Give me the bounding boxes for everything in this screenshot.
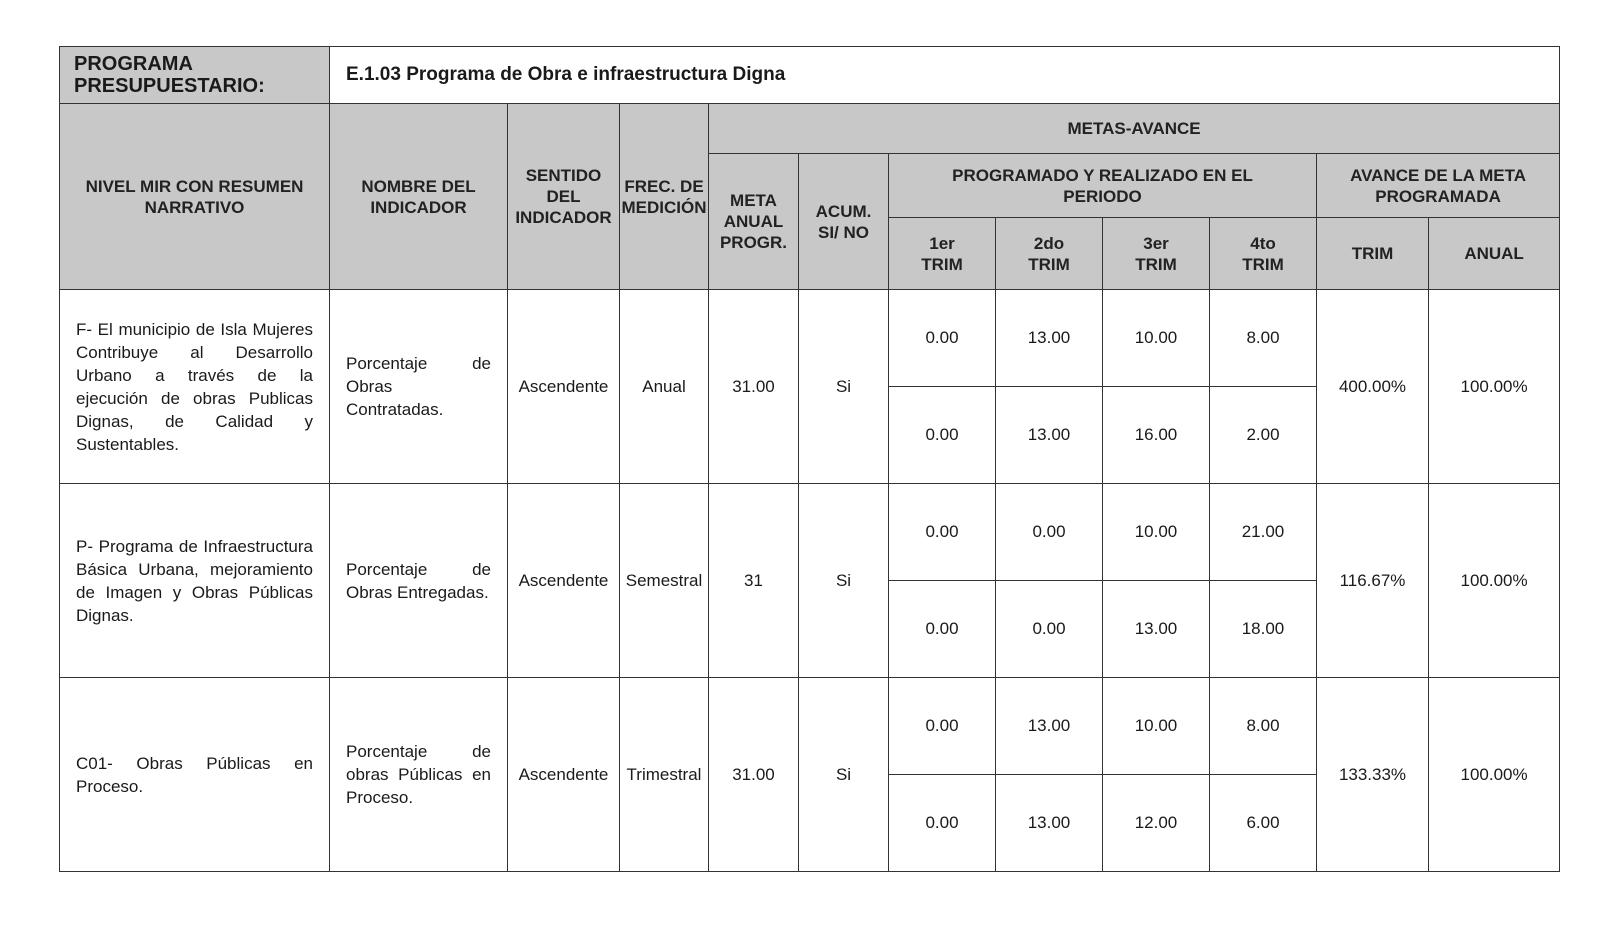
nombre-cell: Porcentaje de obras Públicas en Proceso. bbox=[330, 678, 508, 872]
acum-cell: Si bbox=[799, 678, 889, 872]
header-row-1 bbox=[60, 104, 1560, 154]
programado-trim2: 13.00 bbox=[996, 678, 1103, 775]
sentido-cell: Ascendente bbox=[508, 290, 620, 484]
header-trim: TRIM bbox=[1317, 218, 1429, 290]
realizado-trim3: 12.00 bbox=[1103, 775, 1210, 872]
acum-cell: Si bbox=[799, 290, 889, 484]
frec-cell: Anual bbox=[620, 290, 709, 484]
header-nivel: NIVEL MIR CON RESUMEN NARRATIVO bbox=[60, 104, 330, 290]
nivel-cell: P- Programa de Infraestructura Básica Urbana, mejoramiento de Imagen y Obras Públicas Dignas. bbox=[60, 484, 330, 678]
programado-trim1: 0.00 bbox=[889, 484, 996, 581]
realizado-trim3: 16.00 bbox=[1103, 387, 1210, 484]
programa-row bbox=[60, 47, 1560, 104]
realizado-trim2: 0.00 bbox=[996, 581, 1103, 678]
avance-trim: 116.67% bbox=[1317, 484, 1429, 678]
programado-trim3: 10.00 bbox=[1103, 484, 1210, 581]
programado-trim3: 10.00 bbox=[1103, 290, 1210, 387]
table-row bbox=[60, 678, 1560, 775]
avance-trim: 400.00% bbox=[1317, 290, 1429, 484]
nivel-cell: F- El municipio de Isla Mujeres Contribuye al Desarrollo Urbano a través de la ejecución de obras Publicas Dignas, de Calidad y Sustentables. bbox=[60, 290, 330, 484]
nombre-cell: Porcentaje de Obras Contratadas. bbox=[330, 290, 508, 484]
realizado-trim4: 2.00 bbox=[1210, 387, 1317, 484]
programado-trim4: 8.00 bbox=[1210, 678, 1317, 775]
meta-cell: 31 bbox=[709, 484, 799, 678]
header-anual: ANUAL bbox=[1429, 218, 1560, 290]
header-sentido: SENTIDO DEL INDICADOR bbox=[508, 104, 620, 290]
header-acum: ACUM. SI/ NO bbox=[799, 154, 889, 290]
realizado-trim1: 0.00 bbox=[889, 775, 996, 872]
programado-trim3: 10.00 bbox=[1103, 678, 1210, 775]
realizado-trim1: 0.00 bbox=[889, 581, 996, 678]
nombre-cell: Porcentaje de Obras Entregadas. bbox=[330, 484, 508, 678]
meta-cell: 31.00 bbox=[709, 290, 799, 484]
table-row bbox=[60, 290, 1560, 387]
programado-trim2: 13.00 bbox=[996, 290, 1103, 387]
header-trim4: 4to TRIM bbox=[1210, 218, 1317, 290]
header-trim2: 2do TRIM bbox=[996, 218, 1103, 290]
avance-trim: 133.33% bbox=[1317, 678, 1429, 872]
realizado-trim4: 6.00 bbox=[1210, 775, 1317, 872]
programado-trim2: 0.00 bbox=[996, 484, 1103, 581]
nivel-cell: C01- Obras Públicas en Proceso. bbox=[60, 678, 330, 872]
header-avance: AVANCE DE LA META PROGRAMADA bbox=[1317, 154, 1560, 218]
programado-trim4: 8.00 bbox=[1210, 290, 1317, 387]
header-trim1: 1er TRIM bbox=[889, 218, 996, 290]
realizado-trim2: 13.00 bbox=[996, 775, 1103, 872]
sentido-cell: Ascendente bbox=[508, 678, 620, 872]
header-programado: PROGRAMADO Y REALIZADO EN EL PERIODO bbox=[889, 154, 1317, 218]
realizado-trim4: 18.00 bbox=[1210, 581, 1317, 678]
programa-value: E.1.03 Programa de Obra e infraestructura Digna bbox=[330, 47, 1560, 104]
header-nombre: NOMBRE DEL INDICADOR bbox=[330, 104, 508, 290]
programa-label: PROGRAMA PRESUPUESTARIO: bbox=[60, 47, 330, 104]
mir-report bbox=[59, 46, 1559, 872]
header-frec: FREC. DE MEDICIÓN bbox=[620, 104, 709, 290]
header-meta-anual: META ANUAL PROGR. bbox=[709, 154, 799, 290]
table-row bbox=[60, 484, 1560, 581]
avance-anual: 100.00% bbox=[1429, 290, 1560, 484]
meta-cell: 31.00 bbox=[709, 678, 799, 872]
realizado-trim1: 0.00 bbox=[889, 387, 996, 484]
realizado-trim2: 13.00 bbox=[996, 387, 1103, 484]
programado-trim1: 0.00 bbox=[889, 290, 996, 387]
header-metas-avance: METAS-AVANCE bbox=[709, 104, 1560, 154]
frec-cell: Trimestral bbox=[620, 678, 709, 872]
avance-anual: 100.00% bbox=[1429, 678, 1560, 872]
avance-anual: 100.00% bbox=[1429, 484, 1560, 678]
programado-trim4: 21.00 bbox=[1210, 484, 1317, 581]
mir-table bbox=[59, 46, 1560, 872]
frec-cell: Semestral bbox=[620, 484, 709, 678]
acum-cell: Si bbox=[799, 484, 889, 678]
programado-trim1: 0.00 bbox=[889, 678, 996, 775]
header-trim3: 3er TRIM bbox=[1103, 218, 1210, 290]
realizado-trim3: 13.00 bbox=[1103, 581, 1210, 678]
sentido-cell: Ascendente bbox=[508, 484, 620, 678]
